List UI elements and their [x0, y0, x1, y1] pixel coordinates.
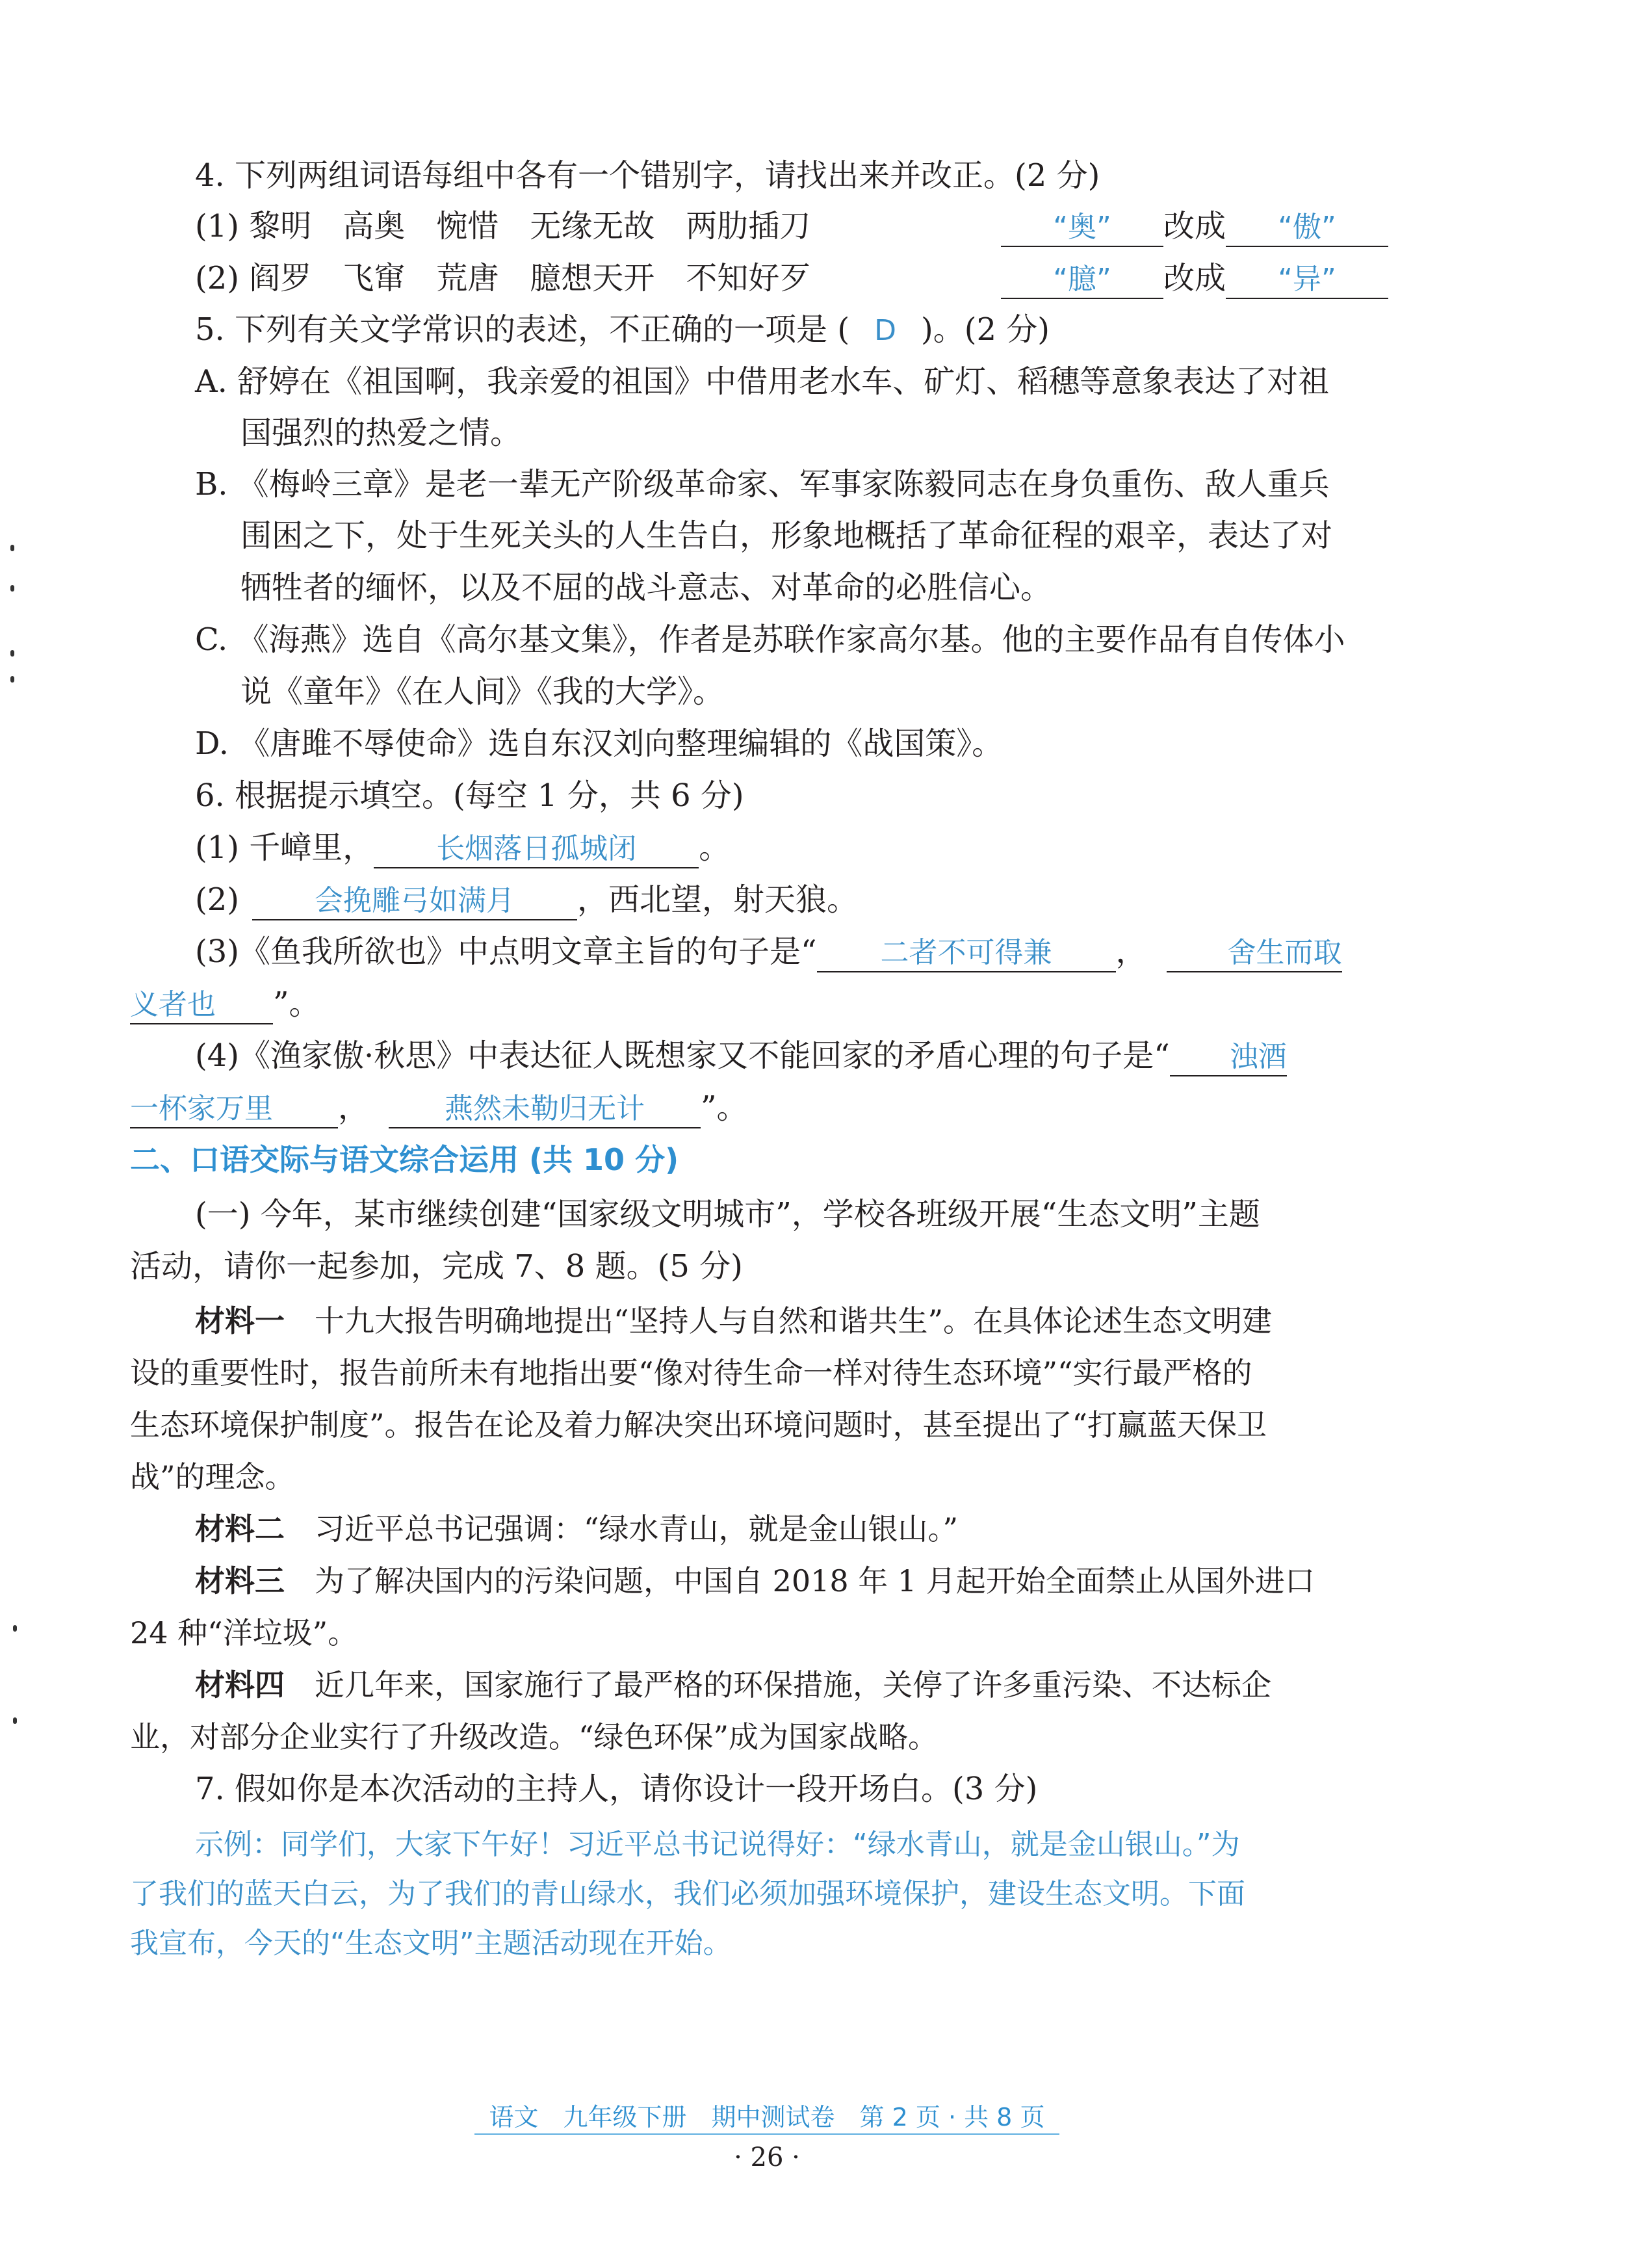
material2-text: 习近平总书记强调：“绿水青山，就是金山银山。” [315, 1511, 959, 1546]
q4-row2 [195, 257, 810, 299]
material3-text1: 为了解决国内的污染问题，中国自 2018 年 1 月起开始全面禁止从国外进口 [315, 1563, 1315, 1598]
q4-row1 [195, 205, 810, 247]
q6-stem: 6. 根据提示填空。(每空 1 分，共 6 分) [195, 777, 744, 814]
q7-answer-line3: 我宣布，今天的“生态文明”主题活动现在开始。 [130, 1927, 732, 1960]
q4-row1-answers [1001, 205, 1388, 247]
q6-item1 [195, 827, 730, 868]
q6-item3-line2 [130, 983, 320, 1024]
q4-row1-wrong-blank [1001, 208, 1163, 247]
material4-line2: 业，对部分企业实行了升级改造。“绿色环保”成为国家战略。 [130, 1719, 939, 1754]
q6-item2-post: ，西北望，射天狼。 [577, 881, 859, 918]
q4-row2-correct-blank [1226, 260, 1388, 299]
binding-mark [13, 1625, 17, 1632]
q6-item3-answer1: 二者不可得兼 [880, 936, 1052, 969]
q6-item1-pre: (1) 千嶂里， [195, 829, 374, 866]
q4-row2-wrong: “臆” [1053, 263, 1111, 296]
q6-item3-answer2a: 舍生而取 [1227, 936, 1342, 969]
q4-row2-answers [1001, 257, 1388, 299]
material1-line4: 战”的理念。 [130, 1459, 295, 1494]
q5-stem-post: )。(2 分) [921, 311, 1050, 348]
q6-item3-line1 [195, 931, 1342, 972]
binding-mark [10, 585, 14, 592]
q4-row1-wrong: “奥” [1053, 211, 1111, 244]
page-number: · 26 · [734, 2143, 800, 2172]
section2-title: 二、口语交际与语文综合运用 (共 10 分) [130, 1142, 679, 1177]
q6-item4-mid: ， [338, 1089, 370, 1126]
q6-item3-blank2b [130, 985, 273, 1024]
q6-item3-answer2b: 义者也 [130, 988, 216, 1021]
q6-item2 [195, 879, 858, 920]
q6-item3-mid: ， [1115, 933, 1147, 970]
q6-item4-answer1b: 一杯家万里 [130, 1092, 273, 1125]
q6-item1-post: 。 [699, 829, 731, 866]
q6-item3-blank2a [1167, 933, 1342, 972]
binding-mark [10, 650, 14, 657]
q4-row2-change: 改成 [1163, 260, 1226, 296]
material3-line1 [195, 1560, 1315, 1602]
material4-line1 [195, 1664, 1271, 1706]
q6-item4-blank1b [130, 1089, 338, 1128]
q6-item3-pre: (3)《鱼我所欲也》中点明文章主旨的句子是“ [195, 933, 817, 970]
q5-optB-line1: B. 《梅岭三章》是老一辈无产阶级革命家、军事家陈毅同志在身负重伤、敌人重兵 [195, 466, 1330, 502]
q5-optA-line2: 国强烈的热爱之情。 [240, 415, 522, 451]
q4-row2-text: (2) 阎罗 飞窜 荒唐 臆想天开 不知好歹 [195, 260, 811, 296]
material3-line2: 24 种“洋垃圾”。 [130, 1615, 358, 1650]
q5-optD: D. 《唐雎不辱使命》选自东汉刘向整理编辑的《战国策》。 [195, 725, 1004, 762]
q6-item4-pre: (4)《渔家傲·秋思》中表达征人既想家又不能回家的矛盾心理的句子是“ [195, 1037, 1170, 1074]
material2 [195, 1508, 958, 1550]
q4-row1-text: (1) 黎明 高奥 惋惜 无缘无故 两肋插刀 [195, 208, 811, 244]
q5-optC-line2: 说《童年》《在人间》《我的大学》。 [240, 673, 725, 710]
q7-answer-line1: 示例：同学们，大家下午好！习近平总书记说得好：“绿水青山，就是金山银山。”为 [195, 1828, 1240, 1861]
q5-stem [195, 309, 1050, 352]
q5-answer: D [874, 314, 896, 347]
q4-stem: 4. 下列两组词语每组中各有一个错别字，请找出来并改正。(2 分) [195, 157, 1100, 194]
material1-line2: 设的重要性时，报告前所未有地指出要“像对待生命一样对待生态环境”“实行最严格的 [130, 1355, 1252, 1390]
q5-optC-line1: C. 《海燕》选自《高尔基文集》，作者是苏联作家高尔基。他的主要作品有自传体小 [195, 621, 1345, 658]
material1-line1 [195, 1300, 1272, 1342]
q6-item2-blank [252, 881, 577, 920]
q6-item2-answer: 会挽雕弓如满月 [315, 884, 515, 917]
q4-row1-change: 改成 [1163, 208, 1226, 244]
section2-intro-line1: (一) 今年，某市继续创建“国家级文明城市”，学校各班级开展“生态文明”主题 [195, 1196, 1260, 1232]
q5-optA-line1: A. 舒婷在《祖国啊，我亲爱的祖国》中借用老水车、矿灯、稻穗等意象表达了对祖 [195, 363, 1330, 400]
q6-item4-line2 [130, 1087, 748, 1128]
q4-row1-correct-blank [1226, 208, 1388, 247]
material3-label: 材料三 [195, 1563, 285, 1598]
q6-item4-post: ”。 [701, 1089, 748, 1126]
binding-mark [10, 545, 14, 551]
q6-item1-blank [374, 829, 699, 868]
q4-row2-correct: “异” [1278, 263, 1336, 296]
q4-row1-correct: “傲” [1278, 211, 1336, 244]
q6-item3-post: ”。 [273, 985, 320, 1022]
section2-intro-line2: 活动，请你一起参加，完成 7、8 题。(5 分) [130, 1248, 743, 1284]
q7-answer-line2: 了我们的蓝天白云，为了我们的青山绿水，我们必须加强环境保护，建设生态文明。下面 [130, 1877, 1245, 1910]
material2-label: 材料二 [195, 1511, 285, 1546]
q6-item4-blank2 [389, 1089, 701, 1128]
q6-item3-blank1 [817, 933, 1116, 972]
binding-mark [13, 1717, 17, 1724]
q5-stem-pre: 5. 下列有关文学常识的表述，不正确的一项是 ( [195, 311, 850, 348]
material1-line3: 生态环境保护制度”。报告在论及着力解决突出环境问题时，甚至提出了“打赢蓝天保卫 [130, 1407, 1267, 1442]
q5-optB-line2: 围困之下，处于生死关头的人生告白，形象地概括了革命征程的艰辛，表达了对 [240, 517, 1333, 554]
material1-text1: 十九大报告明确地提出“坚持人与自然和谐共生”。在具体论述生态文明建 [315, 1303, 1273, 1338]
q6-item4-answer2: 燕然未勒归无计 [445, 1092, 645, 1125]
q6-item4-blank1a [1170, 1037, 1287, 1076]
material4-text1: 近几年来，国家施行了最严格的环保措施，关停了许多重污染、不达标企 [315, 1667, 1271, 1702]
q6-item2-pre: (2) [195, 881, 239, 918]
q7-stem: 7. 假如你是本次活动的主持人，请你设计一段开场白。(3 分) [195, 1771, 1038, 1807]
q6-item4-line1 [195, 1035, 1287, 1076]
q4-row2-wrong-blank [1001, 260, 1163, 299]
q5-optB-line3: 牺牲者的缅怀，以及不屈的战斗意志、对革命的必胜信心。 [240, 569, 1052, 606]
binding-mark [10, 676, 14, 683]
material1-label: 材料一 [195, 1303, 285, 1338]
footer-title: 语文 九年级下册 期中测试卷 第 2 页 · 共 8 页 [474, 2101, 1059, 2135]
q6-item4-answer1a: 浊酒 [1229, 1040, 1287, 1073]
material4-label: 材料四 [195, 1667, 285, 1702]
q6-item1-answer: 长烟落日孤城闭 [436, 832, 637, 865]
